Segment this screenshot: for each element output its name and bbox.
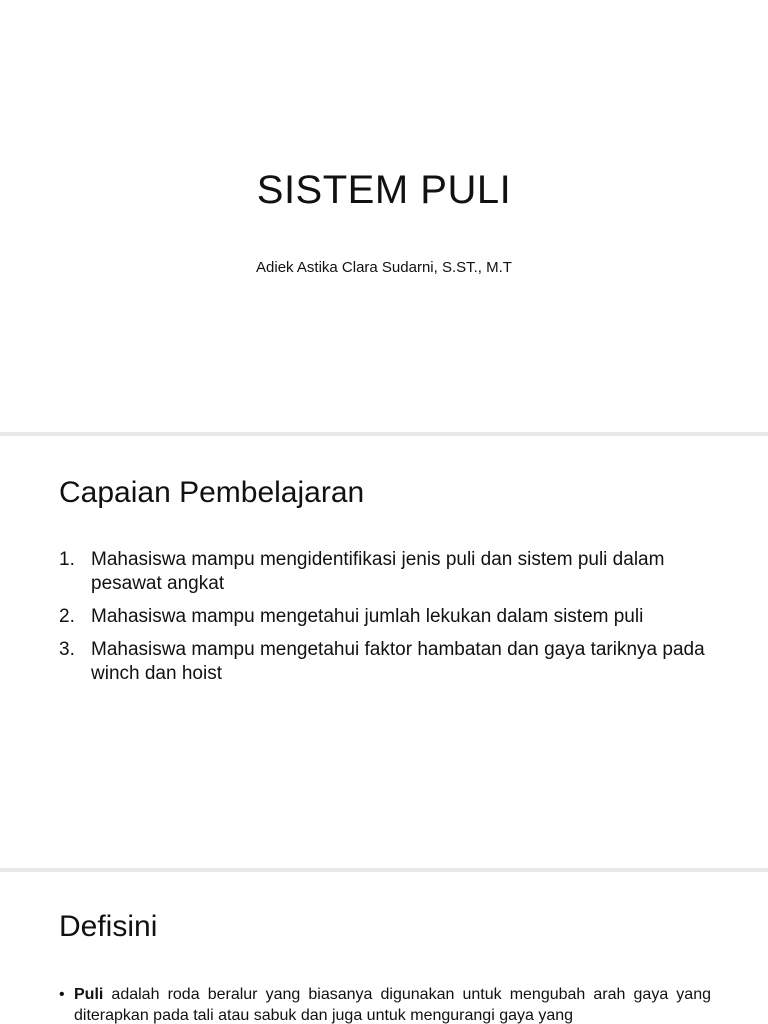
list-item-number: 1. [59, 549, 75, 570]
definition-bullet [59, 984, 711, 1024]
list-item-text: Mahasiswa mampu mengidentifikasi jenis puli dan sistem puli dalam pesawat angkat [91, 549, 665, 594]
bullet-term: Puli [74, 986, 104, 1003]
list-item [59, 638, 719, 686]
list-item-text: Mahasiswa mampu mengetahui faktor hambatan dan gaya tariknya pada winch dan hoist [91, 639, 705, 684]
objectives-slide [0, 436, 768, 868]
list-item-number: 2. [59, 606, 75, 627]
bullet-body: adalah roda beralur yang biasanya digunakan untuk mengubah arah gaya yang diterapkan pada tali atau sabuk dan juga untuk mengurangi gaya yang [74, 986, 711, 1024]
list-item [59, 605, 719, 629]
slide-heading: Capaian Pembelajaran [59, 476, 365, 509]
list-item-text: Mahasiswa mampu mengetahui jumlah lekukan dalam sistem puli [91, 606, 644, 627]
slide-heading: Defisini [59, 910, 158, 943]
definition-slide [0, 872, 768, 1024]
title-slide [0, 0, 768, 432]
bullet-text [59, 984, 711, 1024]
slide-subtitle: Adiek Astika Clara Sudarni, S.ST., M.T [256, 259, 512, 276]
objectives-list [59, 548, 719, 695]
slide-title: SISTEM PULI [256, 168, 512, 212]
list-item [59, 548, 719, 596]
list-item-number: 3. [59, 639, 75, 660]
bullet-marker: • [59, 986, 65, 1003]
